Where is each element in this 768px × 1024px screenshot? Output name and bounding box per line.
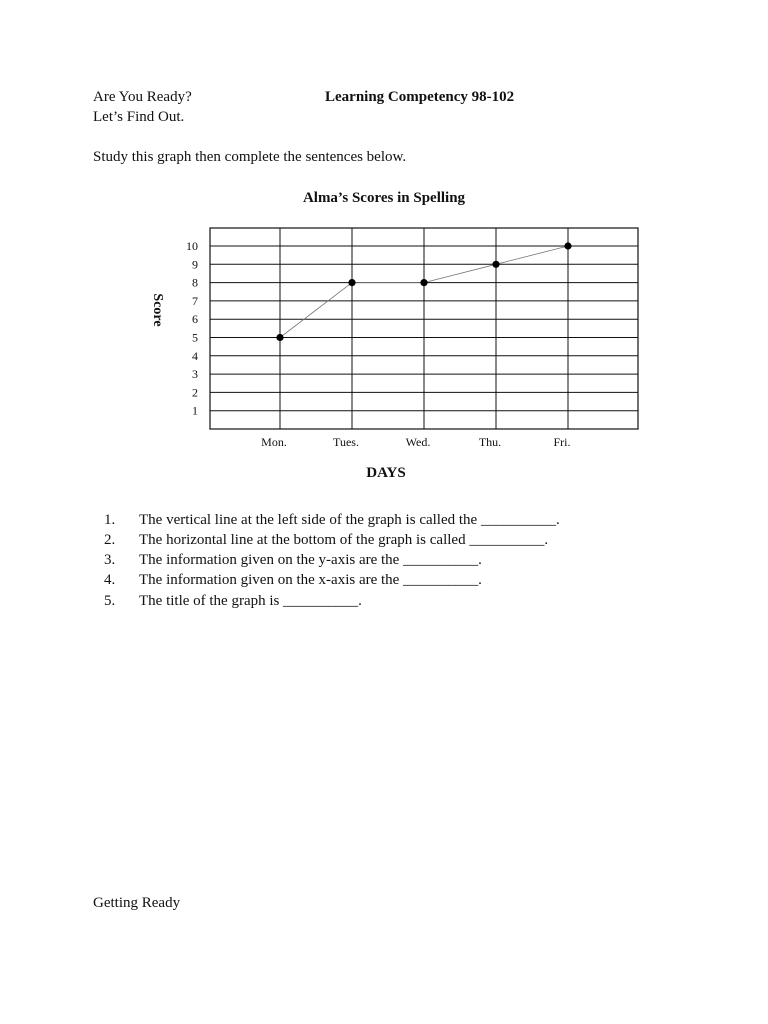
question-number: 4.	[104, 572, 116, 588]
data-point	[276, 334, 283, 341]
chart-labels	[150, 239, 571, 481]
data-point	[564, 242, 571, 249]
y-tick-label: 1	[192, 403, 198, 418]
x-tick-label: Mon.	[261, 435, 287, 449]
competency-heading: Learning Competency 98-102	[325, 89, 515, 105]
data-point	[420, 279, 427, 286]
y-tick-label: 5	[192, 330, 198, 345]
question-text: The title of the graph is __________.	[139, 593, 362, 609]
y-tick-label: 8	[192, 275, 198, 290]
header-left-line2: Let’s Find Out.	[93, 109, 185, 125]
footer-heading: Getting Ready	[93, 895, 181, 911]
question-number: 1.	[104, 512, 116, 528]
question-text: The vertical line at the left side of the graph is called the __________.	[139, 512, 560, 528]
x-tick-label: Wed.	[405, 435, 431, 449]
y-tick-label: 6	[192, 312, 198, 327]
y-tick-label: 3	[192, 367, 198, 382]
series-line-segment	[496, 246, 568, 264]
x-tick-label: Tues.	[333, 435, 359, 449]
chart-grid	[210, 228, 638, 429]
question-text: The information given on the x-axis are the __________.	[139, 572, 482, 588]
y-tick-label: 2	[192, 385, 198, 400]
question-text: The information given on the y-axis are the __________.	[139, 552, 482, 568]
y-tick-label: 10	[186, 239, 198, 253]
question-number: 5.	[104, 593, 116, 609]
x-tick-label: Fri.	[553, 435, 571, 449]
data-point	[492, 261, 499, 268]
header-left-line1: Are You Ready?	[93, 89, 192, 105]
series-line-segment	[280, 283, 352, 338]
y-axis-label: Score	[150, 293, 165, 327]
x-axis-label: DAYS	[366, 465, 406, 481]
question-number: 3.	[104, 552, 116, 568]
y-tick-label: 4	[192, 348, 198, 363]
x-tick-label: Thu.	[478, 435, 502, 449]
line-chart	[140, 220, 660, 490]
y-tick-label: 7	[192, 293, 198, 308]
instruction-text: Study this graph then complete the sentences below.	[93, 149, 407, 165]
y-tick-label: 9	[192, 257, 198, 272]
chart-title: Alma’s Scores in Spelling	[302, 190, 466, 206]
series-line-segment	[424, 264, 496, 282]
data-point	[348, 279, 355, 286]
question-number: 2.	[104, 532, 116, 548]
question-text: The horizontal line at the bottom of the graph is called __________.	[139, 532, 549, 548]
